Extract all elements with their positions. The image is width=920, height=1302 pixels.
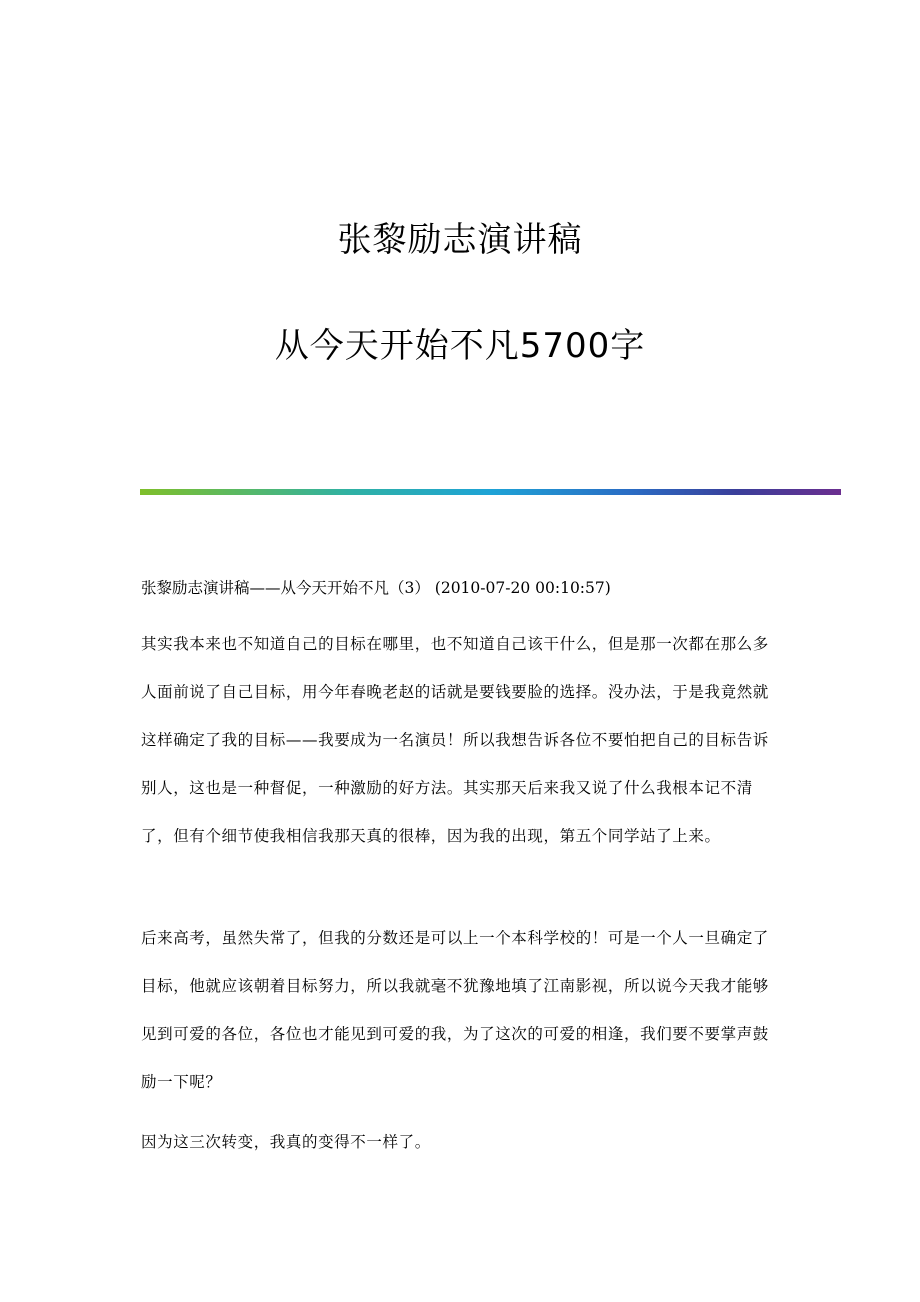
title-divider: [140, 489, 841, 495]
paragraph: 后来高考，虽然失常了，但我的分数还是可以上一个本科学校的！可是一个人一旦确定了目标，他就应该朝着目标努力，所以我就毫不犹豫地填了江南影视，所以说今天我才能够见到可爱的各位，各位也才能见到可爱的我，为了这次的可爱的相逢，我们要不要掌声鼓励一下呢？: [141, 929, 769, 1091]
article-meta-line: 张黎励志演讲稿——从今天开始不凡（3） (2010-07-20 00:10:57): [141, 579, 611, 597]
document-subtitle: 从今天开始不凡5700字: [274, 326, 646, 366]
document-title: 张黎励志演讲稿: [337, 220, 583, 260]
paragraph: 因为这三次转变，我真的变得不一样了。: [141, 1133, 431, 1151]
paragraph: 其实我本来也不知道自己的目标在哪里，也不知道自己该干什么，但是那一次都在那么多人面前说了自己目标，用今年春晚老赵的话就是要钱要脸的选择。没办法，于是我竟然就这样确定了我的目标——我要成为一名演员！所以我想告诉各位不要怕把自己的目标告诉别人，这也是一种督促，一种激励的好方法。其实那天后来我又说了什么我根本记不清了，但有个细节使我相信我那天真的很棒，因为我的出现，第五个同学站了上来。: [141, 635, 769, 845]
